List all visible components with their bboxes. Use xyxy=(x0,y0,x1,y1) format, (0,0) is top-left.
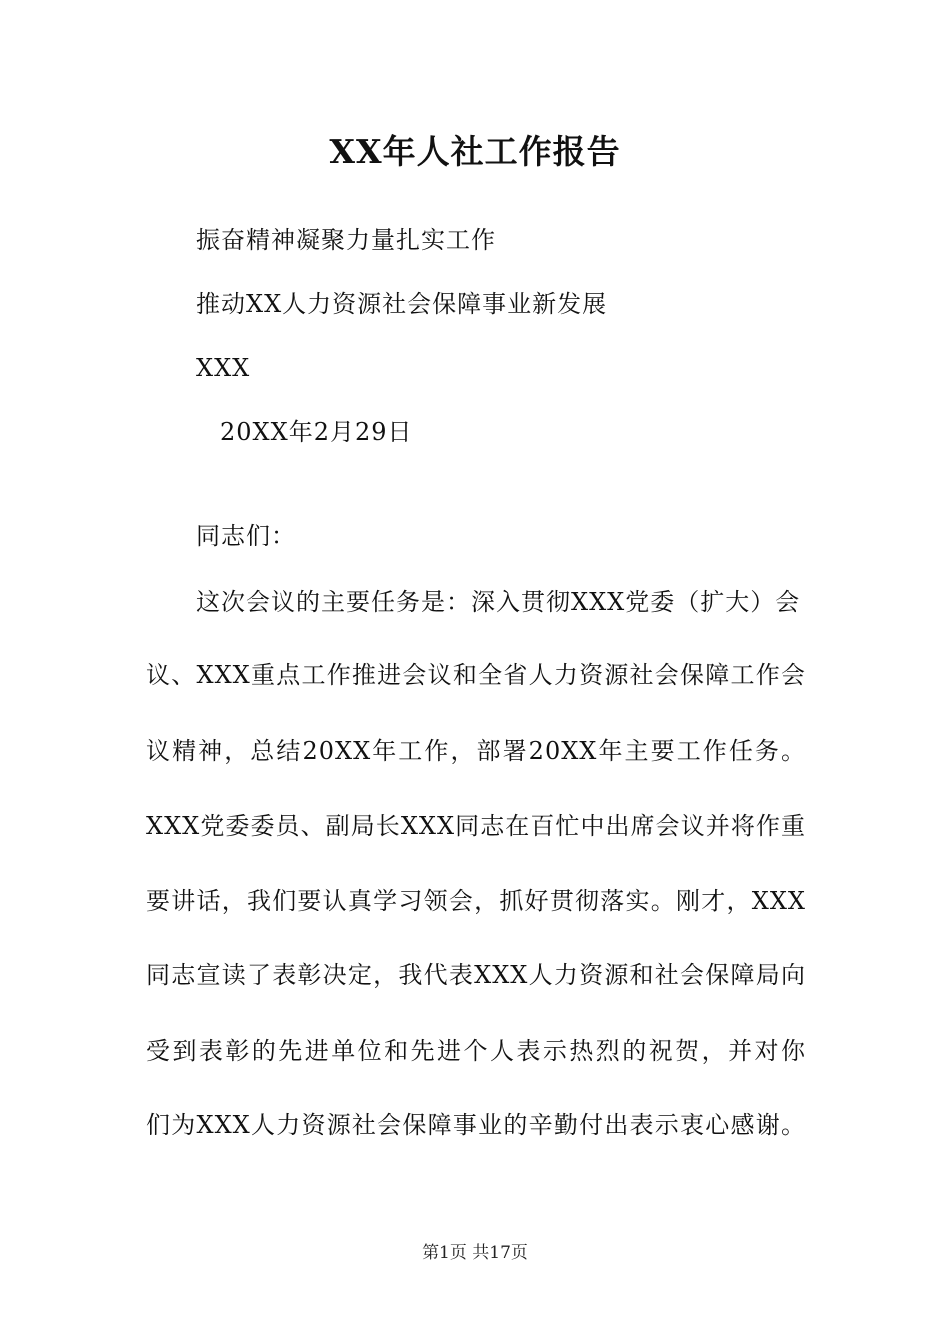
date-line: 20XX年2月29日 xyxy=(220,418,413,446)
page-footer: 第1页 共17页 xyxy=(422,1243,528,1263)
greeting: 同志们： xyxy=(196,522,296,550)
body-line-2: 议、XXX重点工作推进会议和全省人力资源社会保障工作会 xyxy=(146,661,806,689)
document-title: XX年人社工作报告 xyxy=(329,132,621,171)
body-line-6: 同志宣读了表彰决定，我代表XXX人力资源和社会保障局向 xyxy=(146,961,806,989)
heading-line-2: 推动XX人力资源社会保障事业新发展 xyxy=(196,290,608,318)
body-line-7: 受到表彰的先进单位和先进个人表示热烈的祝贺，并对你 xyxy=(146,1037,806,1065)
body-line-3: 议精神，总结20XX年工作，部署20XX年主要工作任务。 xyxy=(146,737,806,765)
body-line-1: 这次会议的主要任务是：深入贯彻XXX党委（扩大）会 xyxy=(196,588,801,616)
body-line-5: 要讲话，我们要认真学习领会，抓好贯彻落实。刚才，XXX xyxy=(146,887,806,915)
body-line-4: XXX党委委员、副局长XXX同志在百忙中出席会议并将作重 xyxy=(146,812,806,840)
heading-line-1: 振奋精神凝聚力量扎实工作 xyxy=(196,226,496,254)
author-line: XXX xyxy=(196,354,251,382)
body-line-8: 们为XXX人力资源社会保障事业的辛勤付出表示衷心感谢。 xyxy=(146,1111,806,1139)
